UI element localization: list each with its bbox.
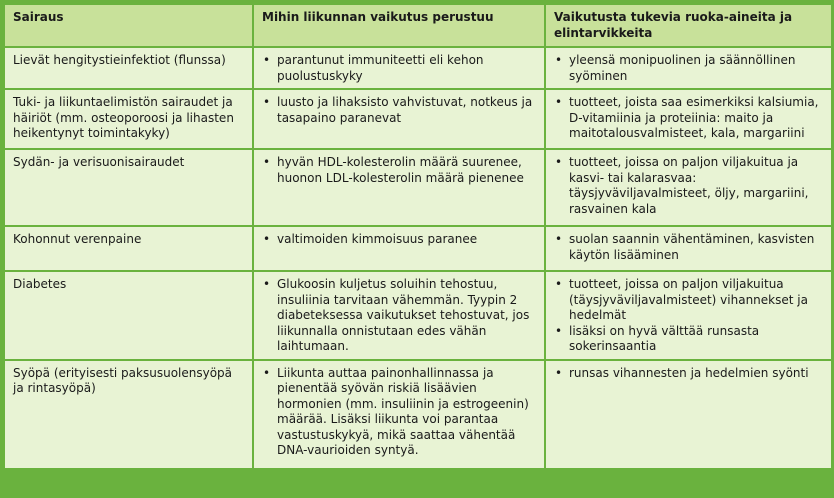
list-item-text: runsas vihannesten ja hedelmien syönti bbox=[569, 365, 809, 380]
list-item-text: suolan saannin vähentäminen, kasvisten käytön lisääminen bbox=[569, 232, 815, 262]
foods-cell bbox=[545, 149, 832, 226]
list-item bbox=[262, 232, 534, 248]
bullet-icon: • bbox=[555, 365, 563, 380]
bullet-icon: • bbox=[555, 53, 563, 67]
list-item-text: yleensä monipuolinen ja säännöllinen syöminen bbox=[569, 53, 796, 83]
bullet-icon: • bbox=[263, 232, 271, 246]
table-header-row bbox=[4, 4, 832, 47]
table-row bbox=[4, 47, 832, 89]
bullet-icon: • bbox=[263, 53, 271, 67]
list-item-text: hyvän HDL-kolesterolin määrä suurenee, huonon LDL-kolesterolin määrä pienenee bbox=[277, 155, 524, 185]
effect-list bbox=[262, 277, 536, 355]
list-item bbox=[262, 366, 534, 459]
disease-cell: Syöpä (erityisesti paksusuolensyöpä ja rintasyöpä) bbox=[4, 360, 253, 469]
effect-cell bbox=[253, 149, 545, 226]
bullet-icon: • bbox=[555, 95, 563, 109]
list-item bbox=[262, 277, 534, 355]
foods-cell bbox=[545, 89, 832, 149]
foods-list bbox=[554, 53, 823, 84]
bullet-icon: • bbox=[263, 95, 271, 109]
bullet-icon: • bbox=[263, 277, 271, 291]
foods-list bbox=[554, 232, 823, 263]
disease-cell: Lievät hengitystieinfektiot (flunssa) bbox=[4, 47, 253, 89]
disease-cell: Sydän- ja verisuonisairaudet bbox=[4, 149, 253, 226]
header-disease: Sairaus bbox=[4, 4, 253, 47]
effect-list bbox=[262, 53, 536, 84]
foods-list bbox=[554, 95, 823, 142]
table-row bbox=[4, 149, 832, 226]
foods-list bbox=[554, 155, 823, 217]
table-row bbox=[4, 271, 832, 360]
effect-list bbox=[262, 155, 536, 186]
list-item bbox=[554, 277, 821, 324]
header-foods: Vaikutusta tukevia ruoka-aineita ja elintarvikkeita bbox=[545, 4, 832, 47]
effect-cell bbox=[253, 47, 545, 89]
foods-cell bbox=[545, 226, 832, 271]
list-item-text: tuotteet, joissa on paljon viljakuitua ja kasvi- tai kalarasvaa: täysjyväviljavalmisteet, öljy, margariini, rasvainen kala bbox=[569, 155, 809, 216]
list-item bbox=[262, 53, 534, 84]
effect-cell bbox=[253, 271, 545, 360]
list-item-text: Glukoosin kuljetus soluihin tehostuu, insuliinia tarvitaan vähemmän. Tyypin 2 diabeteksessa vaikutukset tehostuvat, jos liikunnalla onnistutaan edes vähän laihtumaan. bbox=[277, 277, 530, 353]
list-item-text: tuotteet, joissa on paljon viljakuitua (täysjyväviljavalmisteet) vihannekset ja hedelmät bbox=[569, 277, 808, 322]
list-item bbox=[554, 366, 821, 382]
foods-cell bbox=[545, 360, 832, 469]
foods-list bbox=[554, 366, 823, 382]
table-row bbox=[4, 226, 832, 271]
list-item bbox=[262, 155, 534, 186]
effect-list bbox=[262, 95, 536, 126]
list-item-text: luusto ja lihaksisto vahvistuvat, notkeus ja tasapaino paranevat bbox=[277, 95, 533, 125]
bullet-icon: • bbox=[263, 155, 271, 169]
list-item bbox=[554, 53, 821, 84]
disease-cell: Kohonnut verenpaine bbox=[4, 226, 253, 271]
list-item-text: tuotteet, joista saa esimerkiksi kalsiumia, D-vitamiinia ja proteiinia: maito ja maitotalousvalmisteet, kala, margariini bbox=[569, 95, 819, 140]
effect-cell bbox=[253, 89, 545, 149]
table-row bbox=[4, 89, 832, 149]
foods-list bbox=[554, 277, 823, 355]
bullet-icon: • bbox=[555, 323, 563, 338]
effect-list bbox=[262, 232, 536, 248]
list-item bbox=[554, 155, 821, 217]
disease-cell: Tuki- ja liikuntaelimistön sairaudet ja häiriöt (mm. osteoporoosi ja lihasten heikentynyt toimintakyky) bbox=[4, 89, 253, 149]
header-effect: Mihin liikunnan vaikutus perustuu bbox=[253, 4, 545, 47]
effect-list bbox=[262, 366, 536, 459]
list-item-text: Liikunta auttaa painonhallinnassa ja pienentää syövän riskiä lisäävien hormonien (mm. insuliinin ja estrogeenin) määrää. Lisäksi liikunta voi parantaa vastustuskykyä, mikä saattaa vähentää DNA-vaurioiden syntyä. bbox=[277, 365, 529, 457]
foods-cell bbox=[545, 47, 832, 89]
list-item-text: valtimoiden kimmoisuus paranee bbox=[277, 232, 478, 246]
list-item bbox=[554, 232, 821, 263]
list-item bbox=[554, 95, 821, 142]
foods-cell bbox=[545, 271, 832, 360]
list-item-text: lisäksi on hyvä välttää runsasta sokerinsaantia bbox=[569, 323, 760, 353]
list-item-text: parantunut immuniteetti eli kehon puolustuskyky bbox=[277, 53, 484, 83]
bullet-icon: • bbox=[555, 155, 563, 169]
bullet-icon: • bbox=[555, 232, 563, 246]
bullet-icon: • bbox=[555, 277, 563, 291]
list-item bbox=[554, 324, 821, 355]
bullet-icon: • bbox=[263, 365, 271, 380]
exercise-health-table bbox=[3, 3, 833, 470]
effect-cell bbox=[253, 360, 545, 469]
effect-cell bbox=[253, 226, 545, 271]
disease-cell: Diabetes bbox=[4, 271, 253, 360]
list-item bbox=[262, 95, 534, 126]
table-row bbox=[4, 360, 832, 469]
